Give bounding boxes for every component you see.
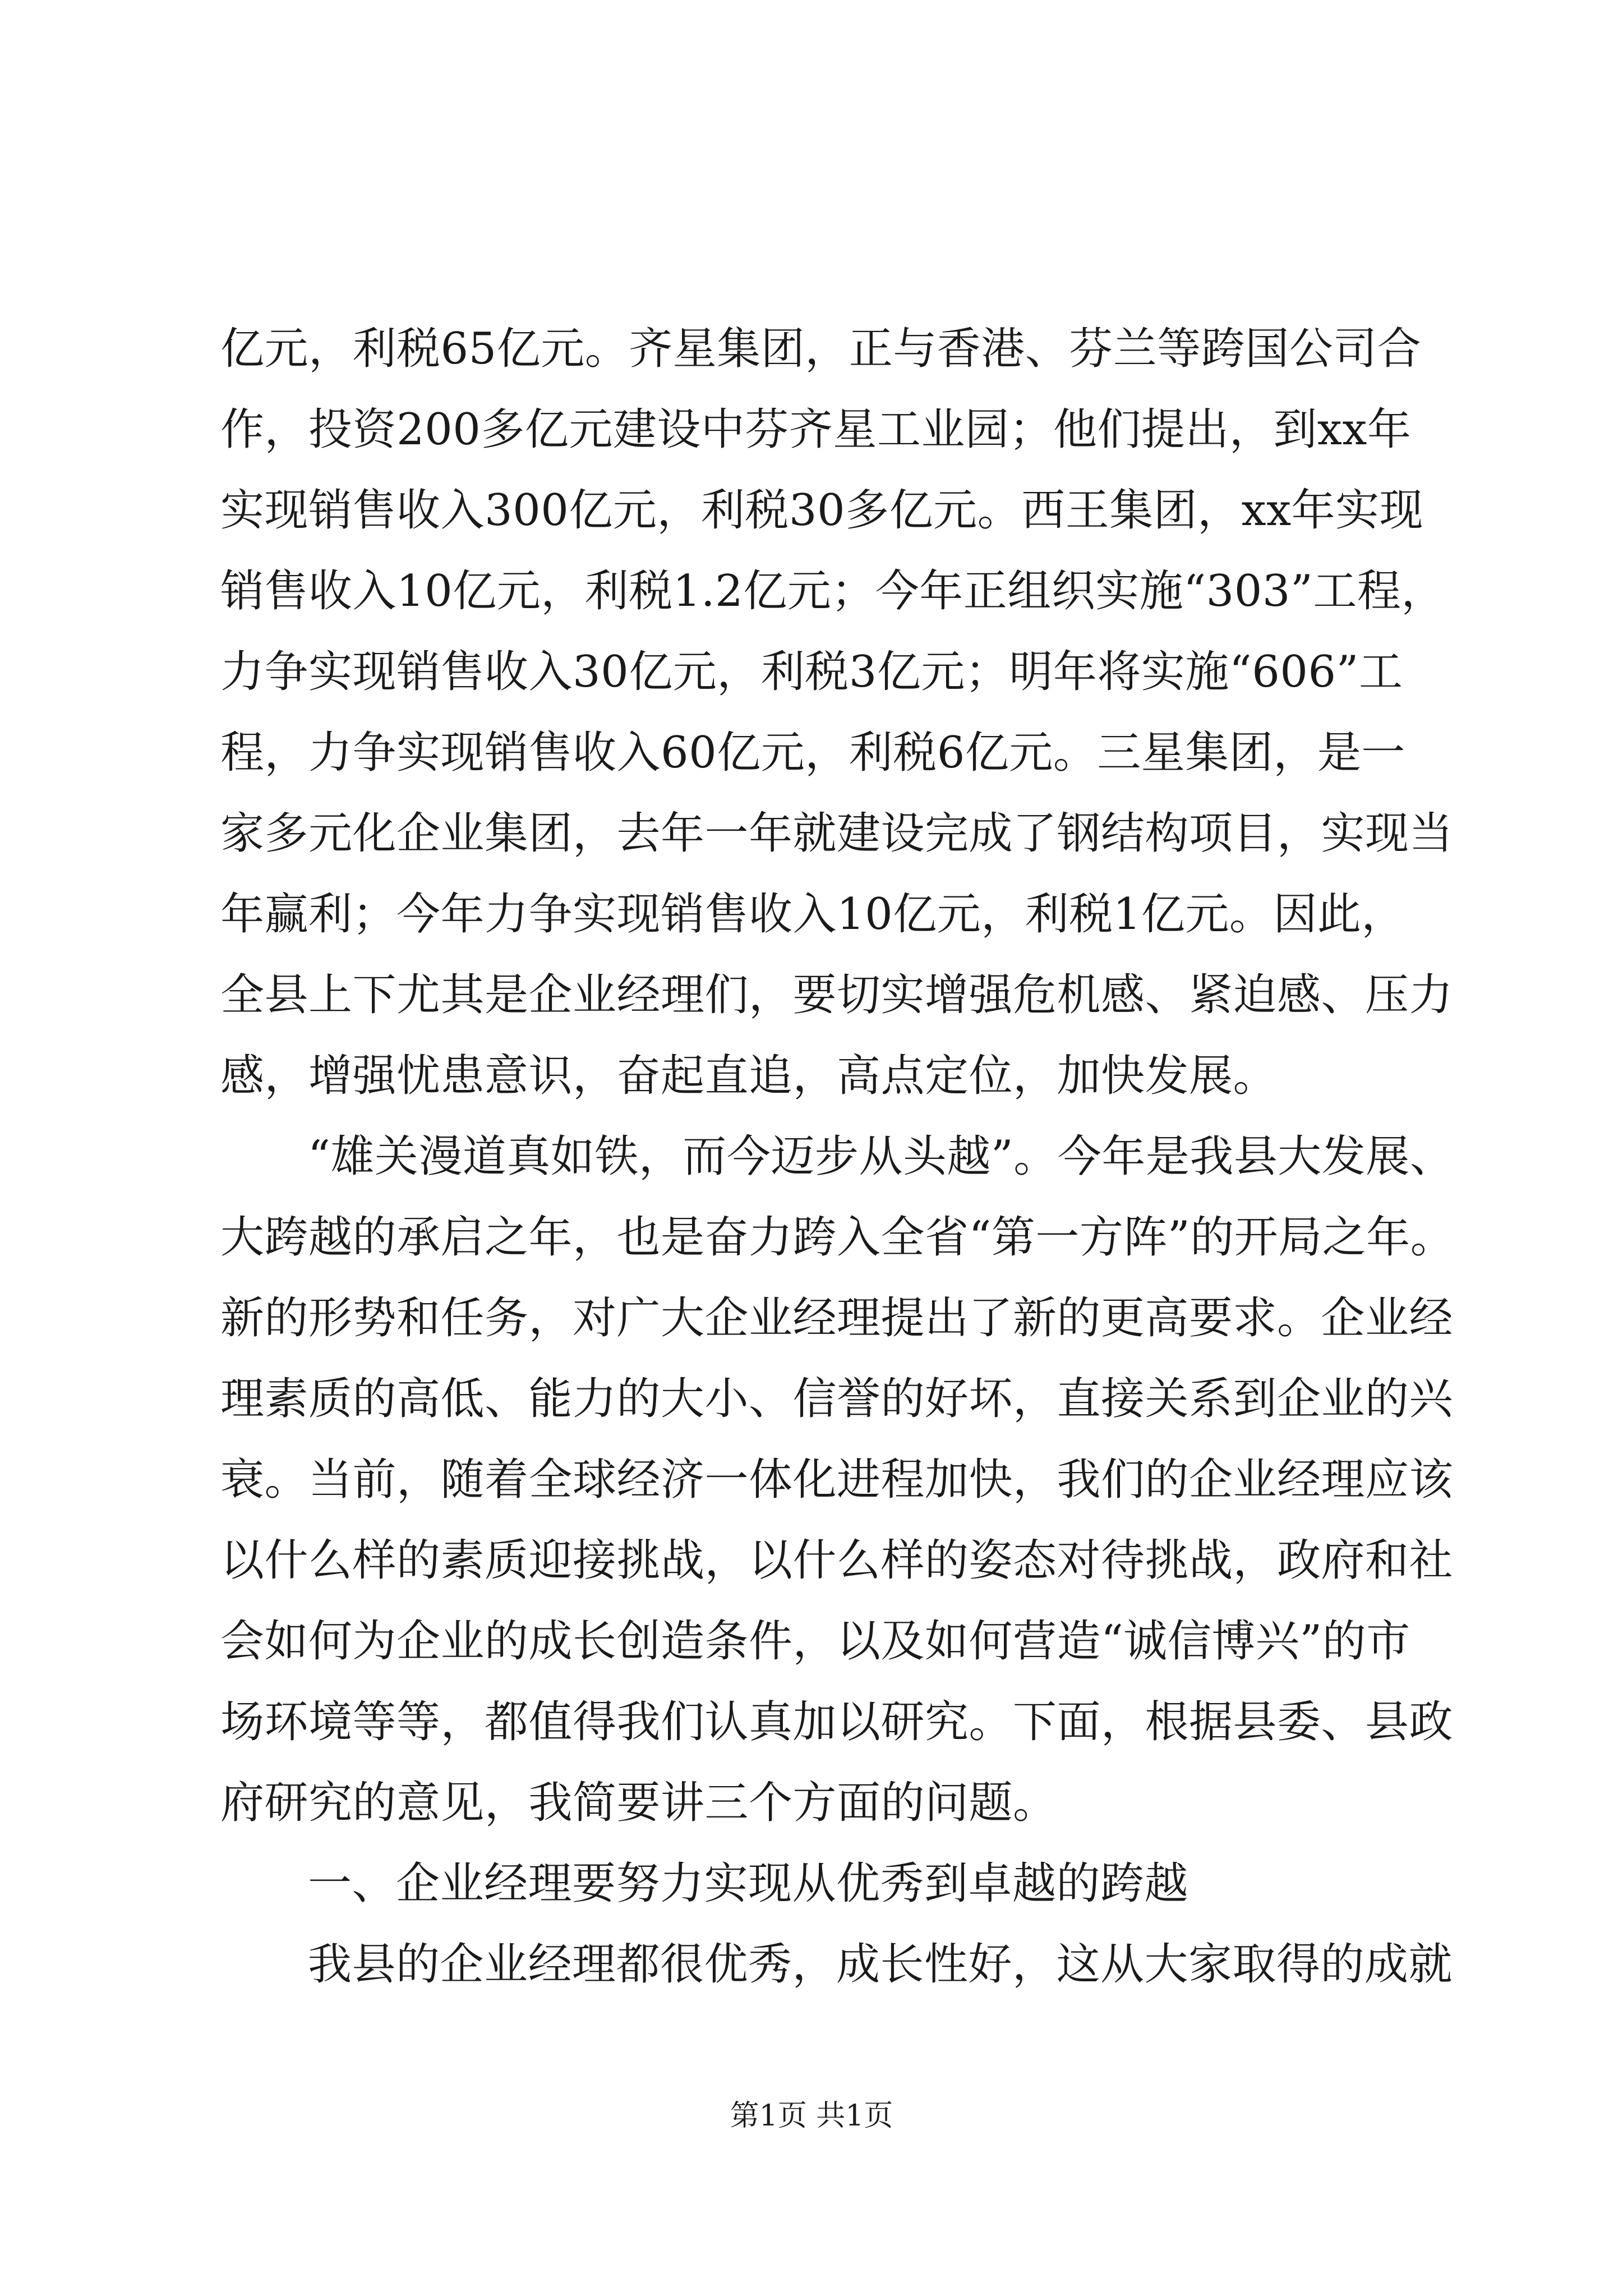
paragraph-line: 年赢利；今年力争实现销售收入10亿元，利税1亿元。因此，: [220, 889, 1405, 940]
paragraph-line: 家多元化企业集团，去年一年就建设完成了钢结构项目，实现当: [220, 808, 1454, 859]
paragraph-line: 力争实现销售收入30亿元，利税3亿元；明年将实施“606”工: [220, 647, 1403, 697]
paragraph-line: 亿元，利税65亿元。齐星集团，正与香港、芬兰等跨国公司合: [220, 324, 1422, 374]
paragraph-line: 感，增强忧患意识，奋起直追，高点定位，加快发展。: [220, 1051, 1278, 1101]
document-body: [220, 309, 1455, 2005]
paragraph-line: 我县的企业经理都很优秀，成长性好，这从大家取得的成就: [308, 1939, 1453, 1990]
paragraph-line: 新的形势和任务，对广大企业经理提出了新的更高要求。企业经: [220, 1293, 1454, 1343]
paragraph-line: 大跨越的承启之年，也是奋力跨入全省“第一方阵”的开局之年。: [220, 1212, 1455, 1263]
paragraph-line: 全县上下尤其是企业经理们，要切实增强危机感、紧迫感、压力: [220, 970, 1454, 1020]
page-footer: 第1页 共1页: [730, 2099, 893, 2133]
paragraph-line: 府研究的意见，我简要讲三个方面的问题。: [220, 1778, 1057, 1828]
paragraph-line: 以什么样的素质迎接挑战，以什么样的姿态对待挑战，政府和社: [220, 1535, 1454, 1586]
paragraph-line: 实现销售收入300亿元，利税30多亿元。西王集团，xx年实现: [220, 485, 1424, 536]
section-heading: 一、企业经理要努力实现从优秀到卓越的跨越: [308, 1858, 1189, 1909]
paragraph-line: 销售收入10亿元，利税1.2亿元；今年正组织实施“303”工程，: [220, 566, 1445, 616]
paragraph-line: 场环境等等，都值得我们认真加以研究。下面，根据县委、县政: [220, 1697, 1454, 1747]
paragraph-line: 程，力争实现销售收入60亿元，利税6亿元。三星集团，是一: [220, 728, 1405, 778]
paragraph-line: 衰。当前，随着全球经济一体化进程加快，我们的企业经理应该: [220, 1455, 1454, 1505]
paragraph-line: 理素质的高低、能力的大小、信誉的好坏，直接关系到企业的兴: [220, 1374, 1454, 1424]
paragraph-line: “雄关漫道真如铁，而今迈步从头越”。今年是我县大发展、: [308, 1131, 1454, 1182]
paragraph-line: 作，投资200多亿元建设中芬齐星工业园；他们提出，到xx年: [220, 404, 1412, 455]
paragraph-line: 会如何为企业的成长创造条件，以及如何营造“诚信博兴”的市: [220, 1616, 1410, 1667]
